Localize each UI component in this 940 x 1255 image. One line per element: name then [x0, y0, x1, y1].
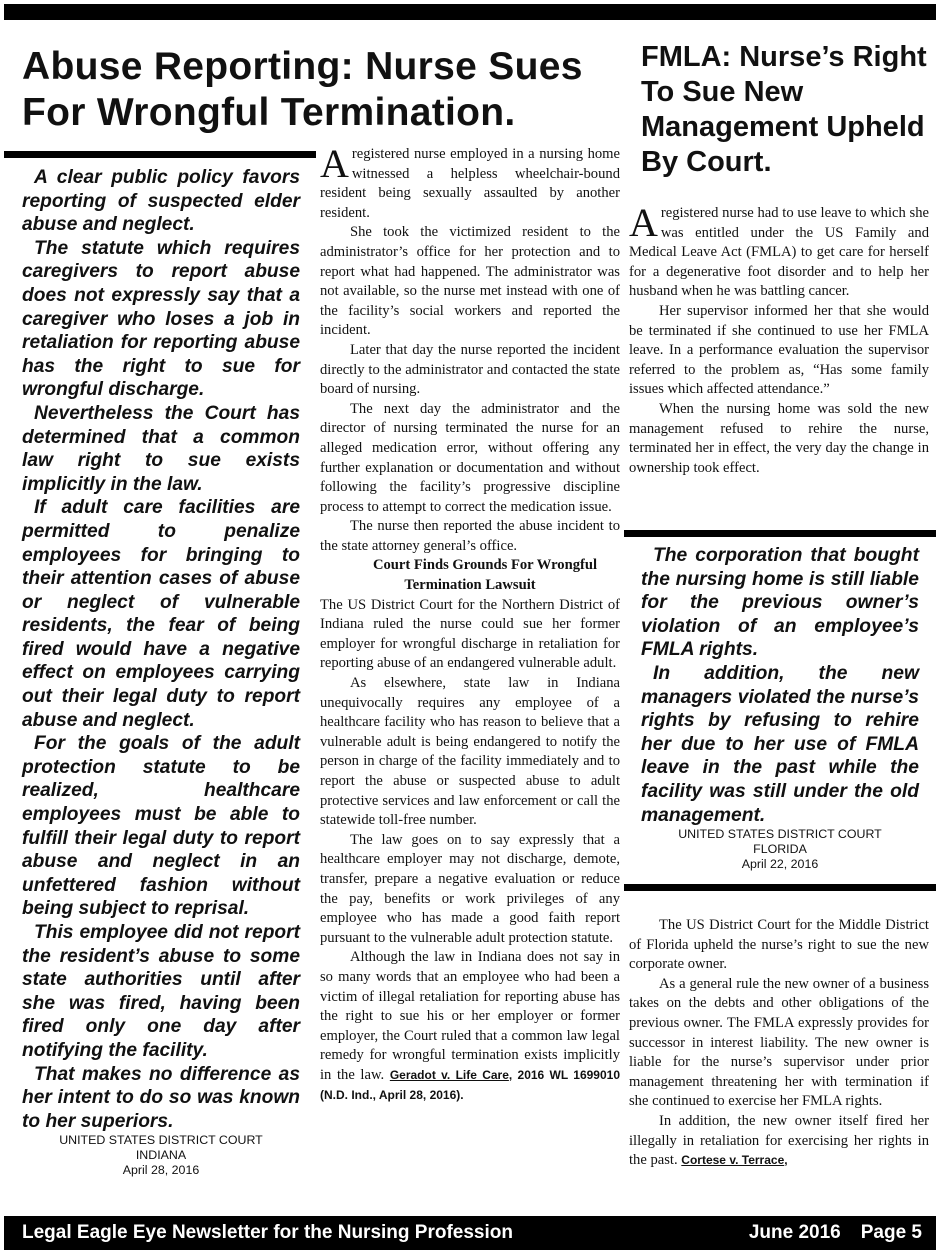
court-name: UNITED STATES DISTRICT COURT: [678, 827, 882, 842]
drop-cap: A: [629, 200, 658, 245]
body-paragraph: The US District Court for the Middle District of Florida upheld the nurse’s right to sue the new corporate owner.: [629, 917, 929, 973]
article-title-abuse-reporting: Abuse Reporting: Nurse Sues For Wrongful Termination.: [22, 45, 583, 134]
body-paragraph: Later that day the nurse reported the incident directly to the administrator and contacted the state board of nursing.: [320, 341, 620, 398]
case-citation: Cortese v. Terrace,: [681, 1153, 788, 1168]
article1-body: [320, 141, 620, 1105]
summary-paragraph: In addition, the new managers violated the nurse’s rights by refusing to rehire her due to her use of FMLA leave in the past while the facility was still under the old management.: [641, 662, 919, 826]
court-state: FLORIDA: [753, 842, 807, 857]
article-title-fmla: FMLA: Nurse’s Right To Sue New Management Upheld By Court.: [641, 41, 927, 178]
article2-body-top: [629, 200, 929, 478]
issue-info: [729, 1216, 922, 1250]
summary-paragraph: That makes no difference as her intent to do so was known to her superiors.: [22, 1063, 300, 1132]
subheading: Court Finds Grounds For Wrongful Termination Lawsuit: [372, 557, 598, 594]
body-paragraph: The law goes on to say expressly that a healthcare employer may not discharge, demote, transfer, prepare a negative evaluation or reduce the pay, benefits or work privileges of any employee who has made a good faith report pursuant to the vulnerable adult protection statute.: [320, 831, 620, 946]
case-citation: Geradot v. Life Care, 2016 WL 1699010 (N.D. Ind., April 28, 2016).: [320, 1067, 620, 1102]
right-summary-top-rule: [624, 530, 936, 537]
body-paragraph: As a general rule the new owner of a business takes on the debts and other obligations of the previous owner. The FMLA expressly provides for successor in interest liability. The new owner is liable for the nurse’s supervisor under prior management threatening her with termination if she continued to exercise her FMLA rights.: [629, 975, 929, 1110]
court-attribution-florida: [641, 827, 919, 872]
summary-paragraph: Nevertheless the Court has determined that a common law right to sue exists implicitly in the law.: [22, 402, 300, 495]
court-state: INDIANA: [135, 1148, 187, 1163]
summary-paragraph: For the goals of the adult protection statute to be realized, healthcare employees must be able to fulfill their legal duty to report abuse and neglect in an unfettered fashion without being subject to reprisal.: [22, 733, 300, 920]
court-attribution-indiana: [22, 1133, 300, 1178]
body-paragraph-with-citation: In addition, the new owner itself fired her illegally in retaliation for exercising her rights in the past. Cortese v. Terrace,: [629, 1112, 929, 1169]
body-paragraph-with-citation: Although the law in Indiana does not say in so many words that an employee who had been a victim of illegal retaliation for reporting abuse has the right to sue his or her employer or former employer, the Court ruled that a common law legal remedy for wrongful termination exists implicitly in the law. Geradot v. Life Care, 2016 WL 1699010 (N.D. Ind., April 28, 2016).: [320, 949, 620, 1102]
body-paragraph: She took the victimized resident to the administrator’s office for her protection and to report what had happened. The administrator was not available, so the nurse met instead with one of the facility’s social workers and reported the incident.: [320, 224, 620, 339]
top-rule: [4, 4, 936, 20]
right-summary-box: [641, 544, 919, 872]
court-date: April 22, 2016: [741, 857, 819, 872]
body-paragraph: As elsewhere, state law in Indiana unequivocally requires any employee of a healthcare facility who has reason to believe that a vulnerable adult is being endangered to notify the person in charge of the facility immediately and to report the abuse or suspected abuse to adult protective services and law enforcement or call the statewide toll-free number.: [320, 675, 620, 829]
article1-first-paragraph: Aregistered nurse employed in a nursing home witnessed a helpless wheelchair-bound resident being sexually assaulted by another resident.: [320, 141, 620, 221]
body-paragraph: The US District Court for the Northern District of Indiana ruled the nurse could sue her former employer for wrongful discharge in retaliation for reporting abuse of an endangered vulnerable adult.: [320, 596, 620, 672]
page-footer: [4, 1216, 936, 1250]
issue-date: June 2016: [748, 1222, 841, 1243]
drop-cap: A: [320, 141, 349, 186]
newsletter-name: Legal Eagle Eye Newsletter for the Nursing Profession: [22, 1222, 513, 1243]
right-summary-bottom-rule: [624, 884, 936, 891]
body-paragraph: The next day the administrator and the director of nursing terminated the nurse for an alleged medication error, without offering any further explanation or documentation and without following the facility’s progressive discipline process to attempt to correct the medication issue.: [320, 400, 620, 515]
body-paragraph: The nurse then reported the abuse incident to the state attorney general’s office.: [320, 518, 620, 554]
court-name: UNITED STATES DISTRICT COURT: [59, 1133, 263, 1148]
body-paragraph: When the nursing home was sold the new management refused to rehire the nurse, terminated her in effect, the very day the change in ownership took effect.: [629, 400, 929, 476]
summary-paragraph: If adult care facilities are permitted to penalize employees for bringing to their attention cases of abuse or neglect of vulnerable residents, the fear of being fired would have a negative effect on employees carrying out their legal duty to report abuse and neglect.: [22, 497, 300, 731]
summary-paragraph: A clear public policy favors reporting of suspected elder abuse and neglect.: [22, 167, 300, 236]
left-summary-box: [22, 166, 300, 1178]
body-paragraph: Her supervisor informed her that she would be terminated if she continued to use her FMLA leave. In a performance evaluation the supervisor referred to the problem as, “Has some family issues which affected attendance.”: [629, 302, 929, 398]
article2-body-bottom: [629, 916, 929, 1171]
court-date: April 28, 2016: [122, 1163, 200, 1178]
article2-first-paragraph: Aregistered nurse had to use leave to which she was entitled under the US Family and Medical Leave Act (FMLA) to get care for herself for a degenerative foot disorder and to help her husband when he was battling cancer.: [629, 200, 929, 300]
page-number: Page 5: [860, 1222, 922, 1243]
summary-paragraph: The corporation that bought the nursing home is still liable for the previous owner’s violation of an employee’s FMLA rights.: [641, 545, 919, 661]
summary-paragraph: The statute which requires caregivers to report abuse does not expressly say that a caregiver who loses a job in retaliation for reporting abuse has the right to sue for wrongful discharge.: [22, 237, 300, 401]
left-summary-top-rule: [4, 151, 316, 158]
summary-paragraph: This employee did not report the resident’s abuse to some state authorities until after she was fired, having been fired only one day after notifying the facility.: [22, 922, 300, 1061]
